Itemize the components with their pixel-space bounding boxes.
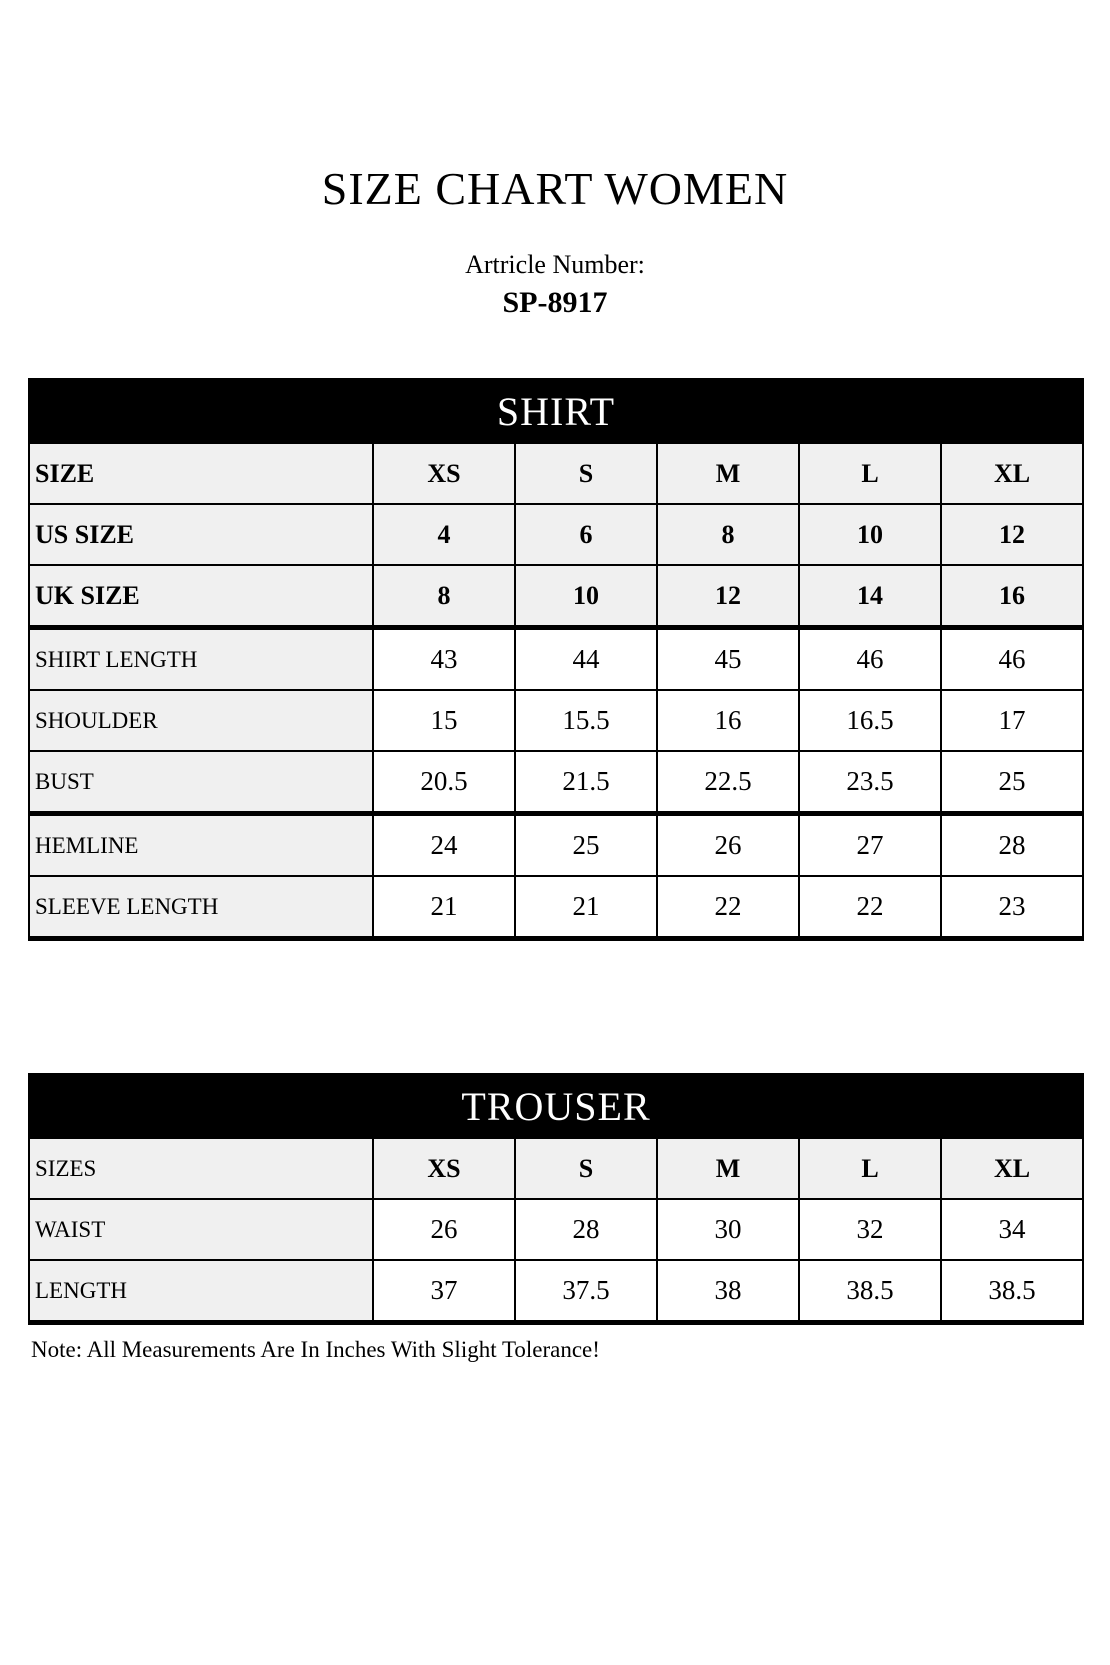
table-row	[29, 690, 1083, 751]
size-value-cell: M	[657, 1138, 799, 1199]
size-value-cell: 25	[941, 751, 1083, 814]
size-value-cell: 28	[941, 814, 1083, 877]
row-label: SIZES	[29, 1138, 373, 1199]
size-value-cell: L	[799, 1138, 941, 1199]
size-value-cell: 28	[515, 1199, 657, 1260]
table-row	[29, 565, 1083, 628]
table-title-row	[29, 1074, 1083, 1138]
table-row	[29, 1199, 1083, 1260]
size-value-cell: XL	[941, 443, 1083, 504]
row-label: UK SIZE	[29, 565, 373, 628]
size-value-cell: XS	[373, 443, 515, 504]
row-label: LENGTH	[29, 1260, 373, 1323]
size-value-cell: 14	[799, 565, 941, 628]
measurement-note: Note: All Measurements Are In Inches With Slight Tolerance!	[31, 1337, 600, 1362]
size-value-cell: 30	[657, 1199, 799, 1260]
size-value-cell: 4	[373, 504, 515, 565]
row-label: HEMLINE	[29, 814, 373, 877]
table-title: TROUSER	[29, 1074, 1083, 1138]
article-number-value: SP-8917	[502, 286, 608, 319]
size-value-cell: 20.5	[373, 751, 515, 814]
article-number-label: Artricle Number:	[465, 250, 645, 279]
table-row	[29, 1260, 1083, 1323]
size-value-cell: 21	[373, 876, 515, 939]
table-row	[29, 751, 1083, 814]
table-row	[29, 814, 1083, 877]
row-label: SHOULDER	[29, 690, 373, 751]
size-value-cell: 23.5	[799, 751, 941, 814]
size-value-cell: 17	[941, 690, 1083, 751]
row-label: BUST	[29, 751, 373, 814]
size-value-cell: 37	[373, 1260, 515, 1323]
size-value-cell: 37.5	[515, 1260, 657, 1323]
size-value-cell: S	[515, 1138, 657, 1199]
size-value-cell: 26	[373, 1199, 515, 1260]
size-value-cell: 16.5	[799, 690, 941, 751]
size-value-cell: 10	[515, 565, 657, 628]
size-value-cell: 15.5	[515, 690, 657, 751]
row-label: US SIZE	[29, 504, 373, 565]
size-value-cell: 23	[941, 876, 1083, 939]
table-row	[29, 876, 1083, 939]
size-value-cell: 8	[657, 504, 799, 565]
size-value-cell: 16	[941, 565, 1083, 628]
size-value-cell: 45	[657, 628, 799, 691]
size-value-cell: L	[799, 443, 941, 504]
table-row	[29, 443, 1083, 504]
size-value-cell: XS	[373, 1138, 515, 1199]
size-value-cell: 6	[515, 504, 657, 565]
row-label: SHIRT LENGTH	[29, 628, 373, 691]
size-value-cell: 34	[941, 1199, 1083, 1260]
size-value-cell: 46	[941, 628, 1083, 691]
size-value-cell: 16	[657, 690, 799, 751]
size-value-cell: 21.5	[515, 751, 657, 814]
size-value-cell: 22.5	[657, 751, 799, 814]
size-value-cell: 21	[515, 876, 657, 939]
size-value-cell: 38.5	[799, 1260, 941, 1323]
size-value-cell: 24	[373, 814, 515, 877]
size-value-cell: 44	[515, 628, 657, 691]
size-value-cell: 12	[657, 565, 799, 628]
size-value-cell: 43	[373, 628, 515, 691]
row-label: WAIST	[29, 1199, 373, 1260]
size-value-cell: 15	[373, 690, 515, 751]
page-title: SIZE CHART WOMEN	[321, 163, 789, 214]
size-value-cell: 46	[799, 628, 941, 691]
size-value-cell: 32	[799, 1199, 941, 1260]
size-value-cell: 22	[657, 876, 799, 939]
table-row	[29, 504, 1083, 565]
row-label: SLEEVE LENGTH	[29, 876, 373, 939]
table-title-row	[29, 379, 1083, 443]
shirt-size-table	[28, 378, 1084, 941]
row-label: SIZE	[29, 443, 373, 504]
trouser-size-table	[28, 1073, 1084, 1325]
size-value-cell: 10	[799, 504, 941, 565]
size-value-cell: 22	[799, 876, 941, 939]
size-value-cell: S	[515, 443, 657, 504]
size-value-cell: 38.5	[941, 1260, 1083, 1323]
size-value-cell: 25	[515, 814, 657, 877]
size-value-cell: 27	[799, 814, 941, 877]
size-value-cell: 12	[941, 504, 1083, 565]
size-value-cell: 26	[657, 814, 799, 877]
table-row	[29, 628, 1083, 691]
table-row	[29, 1138, 1083, 1199]
size-value-cell: 38	[657, 1260, 799, 1323]
size-value-cell: 8	[373, 565, 515, 628]
size-value-cell: XL	[941, 1138, 1083, 1199]
table-title: SHIRT	[29, 379, 1083, 443]
size-value-cell: M	[657, 443, 799, 504]
